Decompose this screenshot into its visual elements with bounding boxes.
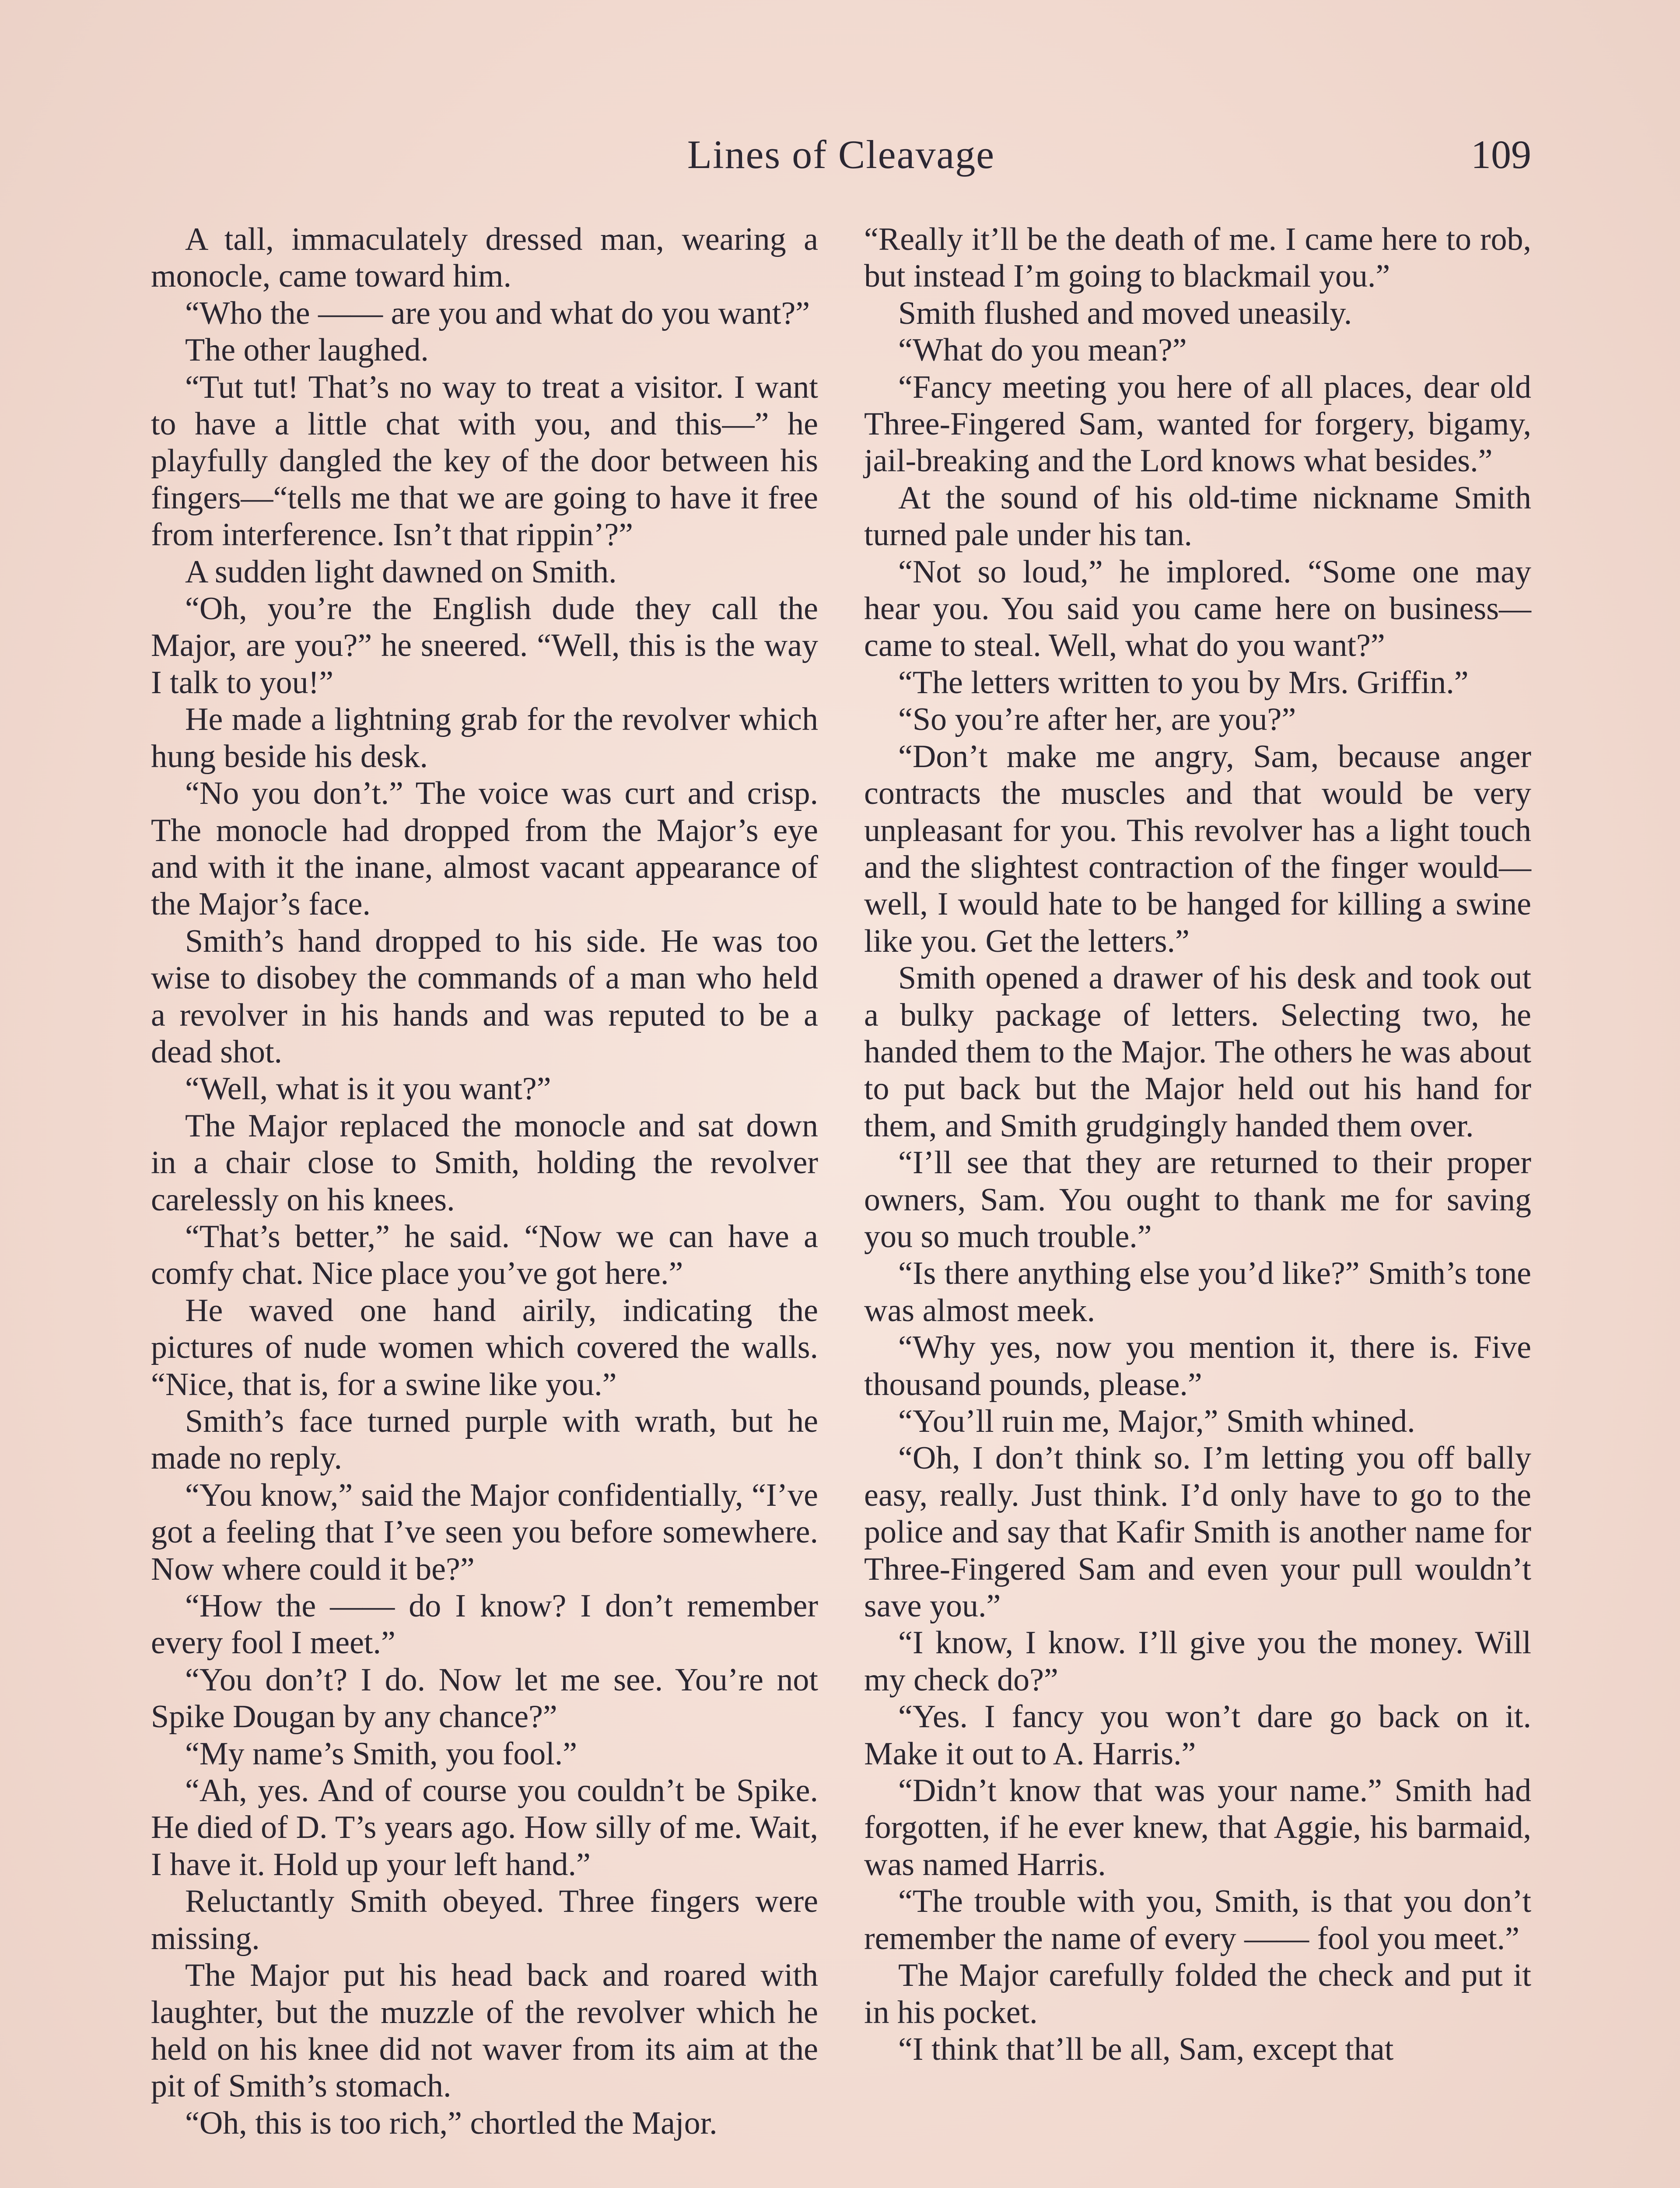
paragraph: “Don’t make me angry, Sam, because anger contracts the muscles and that would be very unpleasant for you. This revolver has a light touch and the slightest contraction of the finger would—well, I would hate to be hanged for killing a swine like you. Get the letters.” (864, 738, 1531, 959)
paragraph: The Major carefully folded the check and put it in his pocket. (864, 1957, 1531, 2030)
paragraph: “What do you mean?” (898, 332, 1187, 368)
paragraph: A tall, immaculately dressed man, wearing a monocle, came toward him. (151, 221, 818, 295)
paragraph: “You’ll ruin me, Major,” Smith whined. (898, 1403, 1415, 1439)
paragraph: “Oh, I don’t think so. I’m letting you off bally easy, really. Just think. I’d only have to go to the police and say that Kafir Smith is another name for Three-Fingered Sam and even your pull wouldn’t save you.” (864, 1440, 1531, 1624)
right-column (864, 221, 1531, 2068)
paragraph: At the sound of his old-time nickname Smith turned pale under his tan. (864, 480, 1531, 553)
paragraph: The Major replaced the monocle and sat down in a chair close to Smith, holding the revolver carelessly on his knees. (151, 1108, 818, 1218)
paragraph: The Major put his head back and roared with laughter, but the muzzle of the revolver which he held on his knee did not waver from its aim at the pit of Smith’s stomach. (151, 1957, 818, 2104)
paragraph: “Oh, you’re the English dude they call the Major, are you?” he sneered. “Well, this is the way I talk to you!” (151, 591, 818, 701)
paragraph: “Ah, yes. And of course you couldn’t be Spike. He died of D. T’s years ago. How silly of me. Wait, I have it. Hold up your left hand.” (151, 1773, 818, 1883)
paragraph: “That’s better,” he said. “Now we can have a comfy chat. Nice place you’ve got here.” (151, 1218, 818, 1292)
paragraph: “My name’s Smith, you fool.” (185, 1736, 578, 1772)
paragraph: A sudden light dawned on Smith. (185, 554, 617, 590)
paragraph: “Fancy meeting you here of all places, dear old Three-Fingered Sam, wanted for forgery, bigamy, jail-breaking and the Lord knows what besides.” (864, 369, 1531, 479)
paragraph: He waved one hand airily, indicating the pictures of nude women which covered the walls. “Nice, that is, for a swine like you.” (151, 1292, 818, 1403)
paragraph: “No you don’t.” The voice was curt and crisp. The monocle had dropped from the Major’s eye and with it the inane, almost vacant appearance of the Major’s face. (151, 775, 818, 922)
paragraph: Smith’s hand dropped to his side. He was too wise to disobey the commands of a man who held a revolver in his hands and was reputed to be a dead shot. (151, 923, 818, 1070)
left-column (151, 221, 818, 2142)
paragraph: “Didn’t know that was your name.” Smith had forgotten, if he ever knew, that Aggie, his barmaid, was named Harris. (864, 1773, 1531, 1883)
text-columns (151, 221, 1531, 2188)
paragraph: “Oh, this is too rich,” chortled the Major. (185, 2105, 718, 2141)
paragraph: “I’ll see that they are returned to their proper owners, Sam. You ought to thank me for saving you so much trouble.” (864, 1145, 1531, 1255)
paragraph: “I think that’ll be all, Sam, except that (898, 2031, 1394, 2067)
paragraph: “Tut tut! That’s no way to treat a visitor. I want to have a little chat with you, and this—” he playfully dangled the key of the door between his fingers—“tells me that we are going to have it free from interference. Isn’t that rippin’?” (151, 369, 818, 553)
page-header (151, 131, 1531, 184)
paragraph-continuation: “Really it’ll be the death of me. I came here to rob, but instead I’m going to blackmail you.” (864, 221, 1531, 295)
paragraph: “Is there anything else you’d like?” Smith’s tone was almost meek. (864, 1255, 1531, 1329)
paragraph: Smith flushed and moved uneasily. (898, 295, 1352, 331)
page-number: 109 (1471, 132, 1531, 177)
paragraph: “The letters written to you by Mrs. Griffin.” (898, 664, 1469, 701)
paragraph: Smith’s face turned purple with wrath, but he made no reply. (151, 1403, 818, 1476)
paragraph: “So you’re after her, are you?” (898, 701, 1296, 738)
paragraph: “Not so loud,” he implored. “Some one may hear you. You said you came here on business—came to steal. Well, what do you want?” (864, 554, 1531, 664)
paragraph: Reluctantly Smith obeyed. Three fingers were missing. (151, 1883, 818, 1957)
paragraph: He made a lightning grab for the revolver which hung beside his desk. (151, 701, 818, 775)
paragraph: “Well, what is it you want?” (185, 1071, 551, 1107)
paragraph: “You don’t? I do. Now let me see. You’re not Spike Dougan by any chance?” (151, 1662, 818, 1735)
paragraph: Smith opened a drawer of his desk and took out a bulky package of letters. Selecting two, he handed them to the Major. The others he was about to put back but the Major held out his hand for them, and Smith grudgingly handed them over. (864, 960, 1531, 1144)
running-title: Lines of Cleavage (687, 132, 995, 177)
paragraph: “How the —— do I know? I don’t remember every fool I meet.” (151, 1588, 818, 1661)
paragraph: The other laughed. (185, 332, 429, 368)
paragraph: “Yes. I fancy you won’t dare go back on it. Make it out to A. Harris.” (864, 1699, 1531, 1772)
paragraph: “The trouble with you, Smith, is that you don’t remember the name of every —— fool you meet.” (864, 1883, 1531, 1957)
paragraph: “Why yes, now you mention it, there is. Five thousand pounds, please.” (864, 1329, 1531, 1403)
paragraph: “I know, I know. I’ll give you the money. Will my check do?” (864, 1625, 1531, 1698)
paragraph: “You know,” said the Major confidentially, “I’ve got a feeling that I’ve seen you before somewhere. Now where could it be?” (151, 1477, 818, 1587)
paragraph: “Who the —— are you and what do you want?” (185, 295, 810, 331)
